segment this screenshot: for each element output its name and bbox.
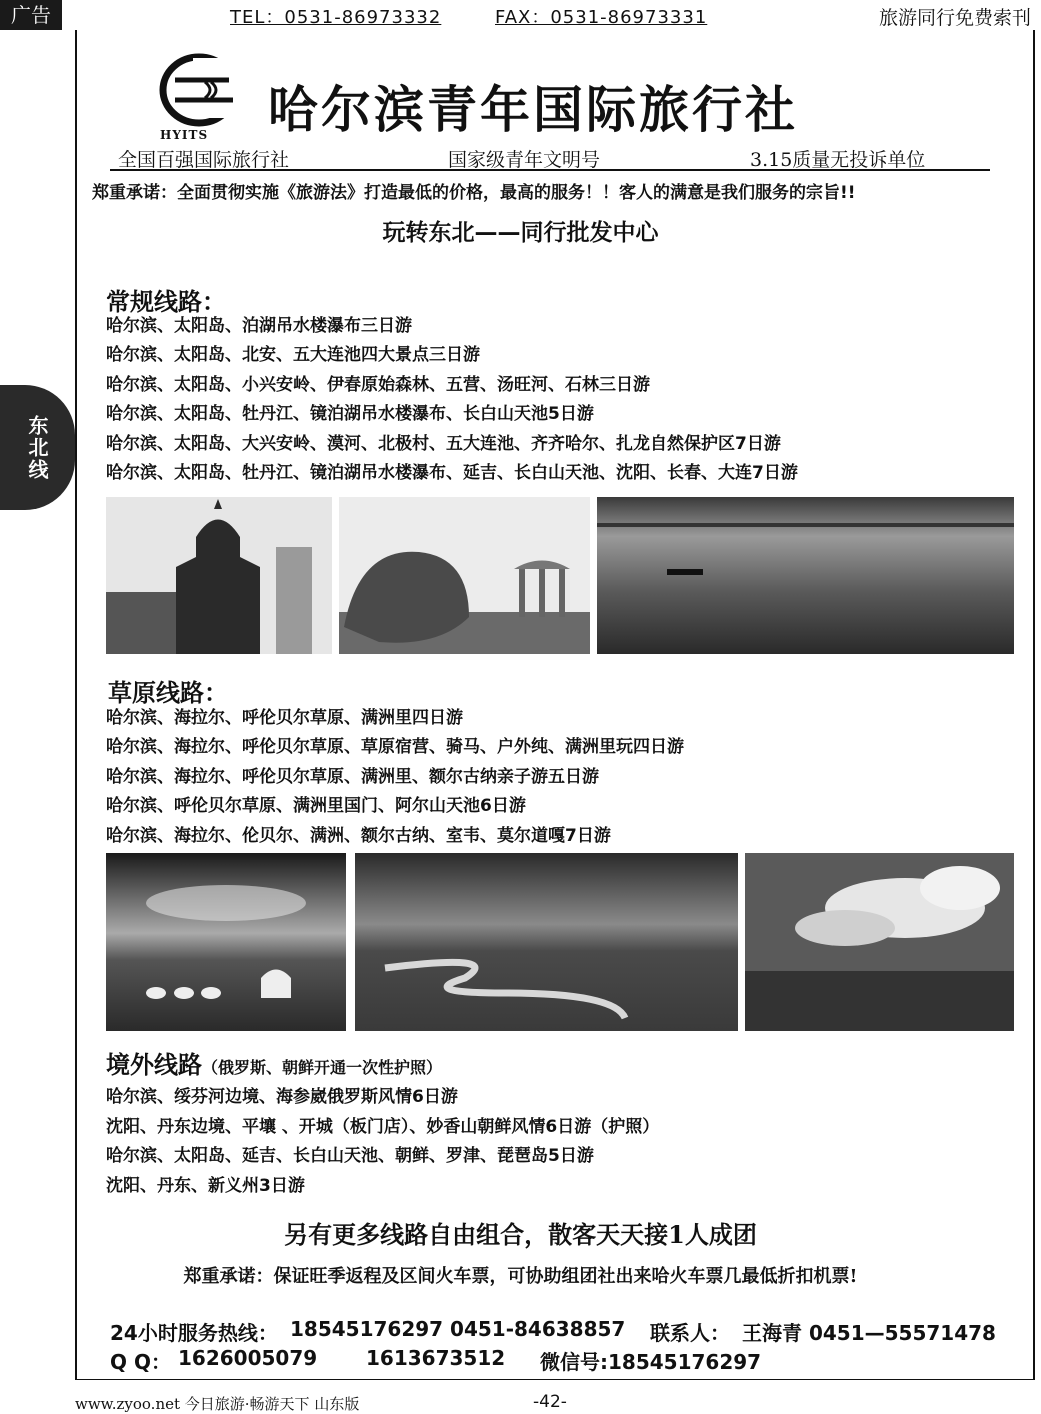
qq-number-2: 1613673512 [366, 1346, 506, 1370]
list-item: 沈阳、丹东边境、平壤 、开城（板门店）、妙香山朝鲜风情6日游（护照） [106, 1116, 660, 1137]
qq-number-1: 1626005079 [178, 1346, 318, 1370]
honor-item: 国家级青年文明号 [448, 149, 601, 171]
list-item: 哈尔滨、海拉尔、伦贝尔、满洲、额尔古纳、室韦、莫尔道嘎7日游 [106, 825, 611, 846]
list-item: 哈尔滨、绥芬河边境、海参崴俄罗斯风情6日游 [106, 1087, 458, 1107]
list-item: 哈尔滨、太阳岛、泊湖吊水楼瀑布三日游 [106, 316, 412, 336]
regular-routes-title: 常规线路： [106, 287, 226, 316]
contact-person-label: 联系人： [650, 1321, 730, 1345]
headline: 玩转东北——同行批发中心 [382, 220, 659, 246]
page-number: -42- [533, 1392, 567, 1412]
regular-routes-list [106, 312, 798, 488]
qq-label: Q Q： [110, 1350, 171, 1374]
honor-item: 全国百强国际旅行社 [118, 149, 290, 171]
section-side-tab: 东北线 [0, 385, 75, 510]
telephone: TEL：0531-86973332 [230, 7, 442, 28]
list-item: 沈阳、丹东、新义州3日游 [106, 1175, 305, 1196]
list-item: 哈尔滨、太阳岛、牡丹江、镜泊湖吊水楼瀑布、延吉、长白山天池、沈阳、长春、大连7日游 [106, 462, 798, 483]
magazine-slogan: 旅游同行免费索刊 [878, 7, 1031, 29]
photo-cathedral [106, 497, 332, 654]
photo-river-meander [355, 853, 738, 1031]
list-item: 哈尔滨、海拉尔、呼伦贝尔草原、草原宿营、骑马、户外纯、满洲里玩四日游 [106, 737, 684, 758]
contact-person: 王海青 0451—55571478 [742, 1321, 996, 1345]
list-item: 哈尔滨、呼伦贝尔草原、满洲里国门、阿尔山天池6日游 [106, 796, 526, 817]
grassland-routes-list [106, 704, 684, 851]
overseas-routes-title [106, 1045, 442, 1080]
list-item: 哈尔滨、太阳岛、延吉、长白山天池、朝鲜、罗津、琵琶岛5日游 [106, 1146, 594, 1166]
list-item: 哈尔滨、海拉尔、呼伦贝尔草原、满洲里四日游 [106, 708, 463, 728]
overseas-title-text: 境外线路 [106, 1050, 202, 1079]
footer-site: www.zyoo.net 今日旅游·畅游天下 山东版 [75, 1395, 360, 1413]
photo-rock-monument [339, 497, 590, 654]
agency-name: 哈尔滨青年国际旅行社 [268, 80, 798, 139]
grassland-routes-title: 草原线路： [108, 678, 228, 707]
overseas-routes-list [106, 1083, 659, 1201]
list-item: 哈尔滨、太阳岛、小兴安岭、伊春原始森林、五营、汤旺河、石林三日游 [106, 374, 650, 395]
photo-yurts [106, 853, 346, 1031]
logo-text: HYITS [160, 128, 209, 142]
photo-clouds-grassland [745, 853, 1014, 1031]
agency-honors [110, 143, 990, 171]
overseas-title-note: （俄罗斯、朝鲜开通一次性护照） [202, 1058, 443, 1077]
ticket-promise: 郑重承诺：保证旺季返程及区间火车票，可协助组团社出来哈火车票几最低折扣机票! [183, 1266, 858, 1287]
list-item: 哈尔滨、太阳岛、牡丹江、镜泊湖吊水楼瀑布、长白山天池5日游 [106, 404, 594, 425]
service-promise: 郑重承诺：全面贯彻实施《旅游法》打造最低的价格，最高的服务！！客人的满意是我们服务的宗旨!! [92, 183, 856, 203]
ad-tag: 广告 [0, 0, 62, 30]
photo-lake-boat [597, 497, 1014, 654]
list-item: 哈尔滨、海拉尔、呼伦贝尔草原、满洲里、额尔古纳亲子游五日游 [106, 766, 599, 787]
more-routes-note: 另有更多线路自由组合，散客天天接1人成团 [284, 1220, 757, 1249]
list-item: 哈尔滨、太阳岛、大兴安岭、漠河、北极村、五大连池、齐齐哈尔、扎龙自然保护区7日游 [106, 433, 781, 454]
top-bar [0, 0, 1041, 30]
fax: FAX：0531-86973331 [495, 7, 708, 28]
wechat-id: 微信号:18545176297 [540, 1350, 762, 1374]
hotline-number: 18545176297 0451-84638857 [290, 1317, 626, 1341]
hotline-label: 24小时服务热线： [110, 1321, 278, 1345]
honor-item: 3.15质量无投诉单位 [750, 149, 926, 171]
list-item: 哈尔滨、太阳岛、北安、五大连池四大景点三日游 [106, 345, 480, 366]
